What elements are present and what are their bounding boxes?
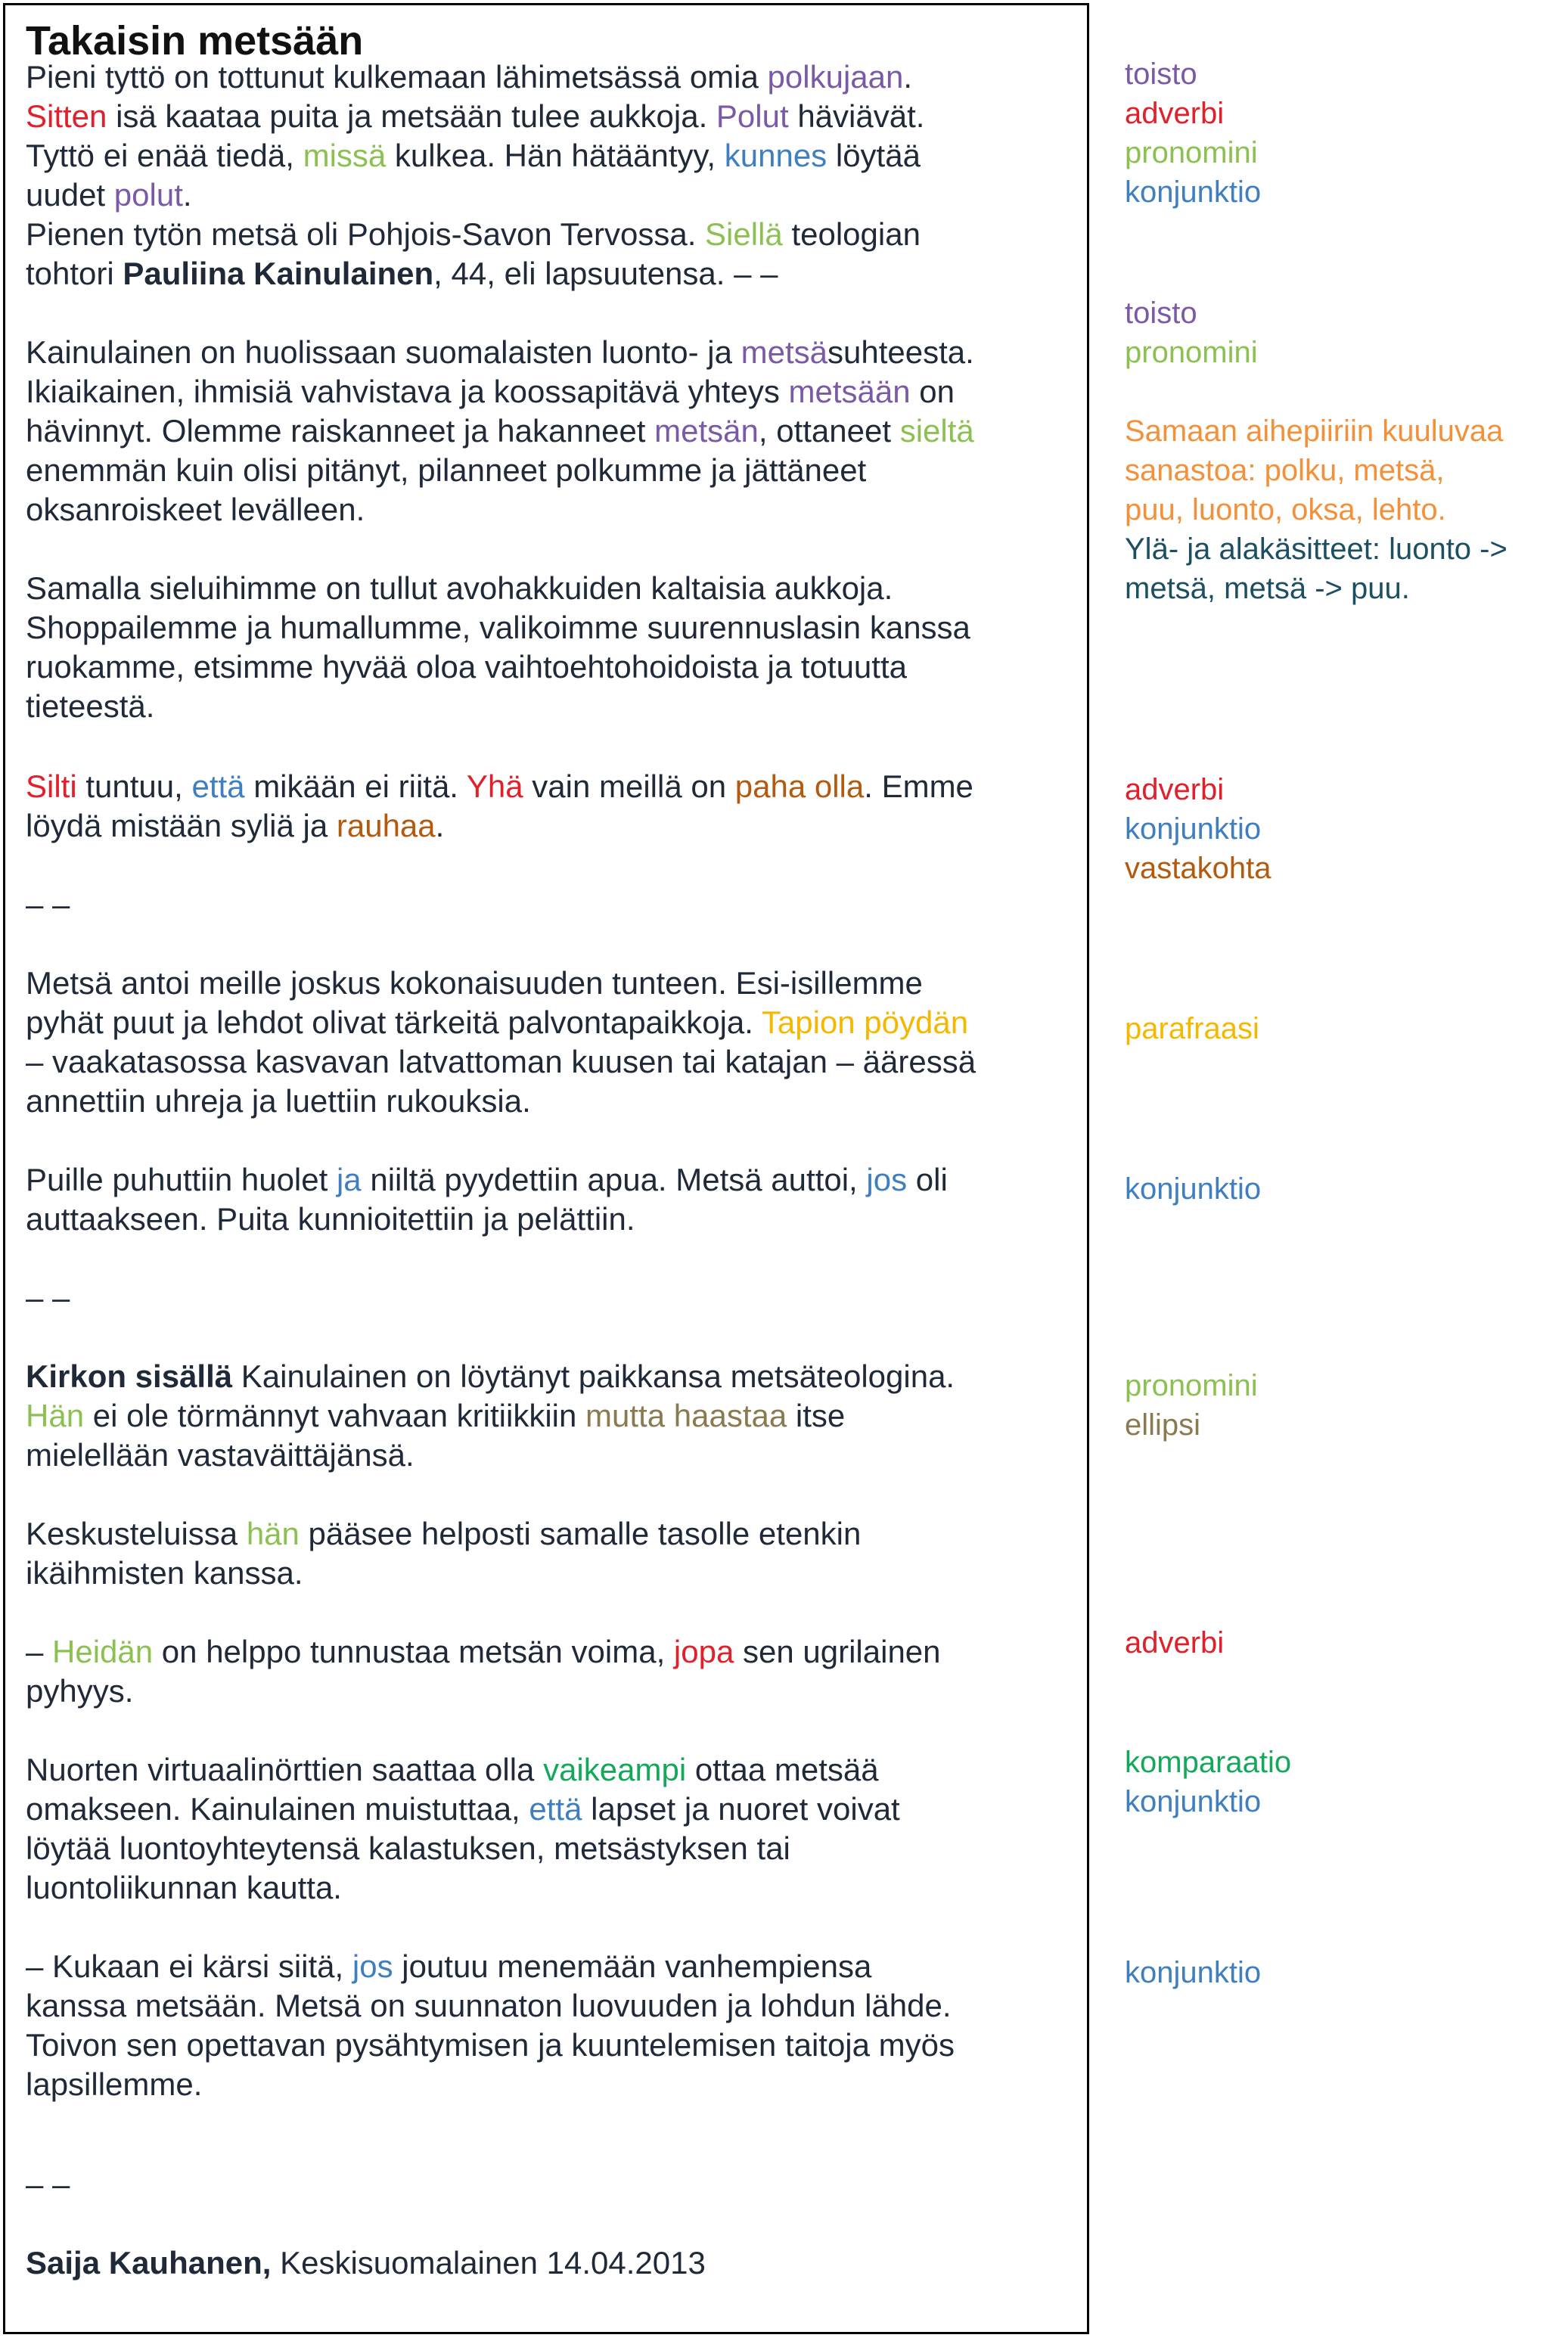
text-segment: löytää luontoyhteytensä kalastuksen, metsästyksen tai — [26, 1830, 790, 1866]
article-line — [26, 1160, 948, 1200]
article-line — [26, 806, 444, 846]
article-line — [26, 1514, 861, 1554]
article-line — [26, 1042, 976, 1082]
text-segment: hävinnyt. Olemme raiskanneet ja hakanneet — [26, 413, 655, 449]
highlighted-word: metsän — [654, 413, 759, 449]
text-segment: Pienen tytön metsä oli Pohjois-Savon Tervossa. — [26, 216, 706, 252]
article-line — [26, 136, 921, 175]
highlighted-word: kunnes — [724, 138, 827, 173]
text-segment: – – — [26, 886, 70, 922]
article-line — [26, 1829, 790, 1868]
article-line — [26, 1868, 342, 1908]
highlighted-word: Tapion pöydän — [761, 1004, 969, 1040]
text-segment: niiltä pyydettiin apua. Metsä auttoi, — [361, 1162, 867, 1197]
highlighted-word: vaikeampi — [543, 1752, 687, 1787]
article-line — [26, 2065, 202, 2104]
annotation-label: Samaan aihepiiriin kuuluvaa — [1125, 414, 1504, 448]
article-line — [26, 175, 192, 215]
highlighted-word: polkujaan — [767, 59, 904, 95]
text-segment: Keskisuomalainen 14.04.2013 — [271, 2245, 706, 2280]
text-segment: enemmän kuin olisi pitänyt, pilanneet polkumme ja jättäneet — [26, 452, 867, 488]
article-line — [26, 1357, 955, 1396]
article-line — [26, 1790, 900, 1829]
text-segment: kanssa metsään. Metsä on suunnaton luovuuden ja lohdun lähde. — [26, 1988, 952, 2023]
article-line — [26, 1750, 879, 1790]
article-line — [26, 1632, 941, 1672]
annotation-label: komparaatio — [1125, 1746, 1292, 1779]
highlighted-word: paha olla — [734, 768, 865, 804]
annotation-label: pronomini — [1125, 136, 1258, 169]
text-segment: itse — [787, 1398, 846, 1433]
text-segment: annettiin uhreja ja luettiin rukouksia. — [26, 1083, 531, 1119]
highlighted-word: Hän — [26, 1398, 85, 1433]
annotation-label: metsä, metsä -> puu. — [1125, 572, 1410, 605]
text-segment: Kainulainen on löytänyt paikkansa metsäteologina. — [232, 1358, 955, 1394]
article-line — [26, 2026, 955, 2065]
text-segment: mielellään vastaväittäjänsä. — [26, 1437, 415, 1473]
text-segment: – vaakatasossa kasvavan latvattoman kuusen tai katajan – ääressä — [26, 1044, 977, 1079]
text-segment: Pieni tyttö on tottunut kulkemaan lähimetsässä omia — [26, 59, 768, 95]
article-line — [26, 372, 955, 411]
annotation-label: puu, luonto, oksa, lehto. — [1125, 493, 1446, 526]
annotation-label: adverbi — [1125, 773, 1225, 806]
text-segment: Kainulainen on huolissaan suomalaisten luonto- ja — [26, 334, 741, 370]
text-segment: pääsee helposti samalle tasolle etenkin — [299, 1516, 862, 1551]
text-segment: – – — [26, 2166, 70, 2202]
text-segment: ottaa metsää — [686, 1752, 879, 1787]
text-segment: mikään ei riitä. — [244, 768, 467, 804]
article-line — [26, 964, 923, 1003]
article-line — [26, 767, 973, 806]
annotation-label: toisto — [1125, 57, 1197, 91]
text-segment: . Emme — [864, 768, 973, 804]
text-segment: Ikiaikainen, ihmisiä vahvistava ja koossapitävä yhteys — [26, 374, 789, 409]
text-segment: joutuu menemään vanhempiensa — [393, 1948, 872, 1984]
highlighted-word: jos — [866, 1162, 908, 1197]
article-line — [26, 647, 907, 687]
highlighted-word: Heidän — [52, 1634, 154, 1669]
text-segment: tuntuu, — [76, 768, 192, 804]
highlighted-word: metsä — [741, 334, 828, 370]
annotation-label: ellipsi — [1125, 1408, 1201, 1442]
article-line — [26, 333, 974, 372]
article-line — [26, 215, 921, 254]
text-segment: lapset ja nuoret voivat — [582, 1791, 900, 1827]
text-segment: Toivon sen opettavan pysähtymisen ja kuuntelemisen taitoja myös — [26, 2027, 955, 2063]
text-segment: luontoliikunnan kautta. — [26, 1870, 342, 1905]
article-line — [26, 1278, 70, 1318]
text-segment: , 44, eli lapsuutensa. – – — [433, 256, 778, 291]
text-segment: ikäihmisten kanssa. — [26, 1555, 303, 1591]
text-segment: . — [435, 808, 445, 843]
text-segment: on — [910, 374, 955, 409]
highlighted-word: jos — [352, 1948, 393, 1984]
article-line — [26, 97, 924, 136]
highlighted-word: Sitten — [26, 98, 107, 134]
text-segment: Puille puhuttiin huolet — [26, 1162, 337, 1197]
annotation-label: toisto — [1125, 297, 1197, 330]
highlighted-word: ja — [336, 1162, 362, 1197]
article-line — [26, 885, 70, 924]
text-segment: , ottaneet — [758, 413, 900, 449]
highlighted-word: jopa — [673, 1634, 734, 1669]
article-line — [26, 1986, 952, 2026]
text-segment: Samalla sieluihimme on tullut avohakkuiden kaltaisia aukkoja. — [26, 570, 893, 606]
text-segment: – — [26, 1634, 53, 1669]
article-line — [26, 490, 365, 529]
text-segment: häviävät. — [788, 98, 925, 134]
text-segment: – – — [26, 1280, 70, 1315]
text-segment: löydä mistään syliä ja — [26, 808, 337, 843]
text-segment: teologian — [782, 216, 921, 252]
highlighted-word: mutta haastaa — [585, 1398, 787, 1433]
text-segment: Metsä antoi meille joskus kokonaisuuden tunteen. Esi-isillemme — [26, 965, 923, 1001]
article-line — [26, 1672, 133, 1711]
text-segment: ei ole törmännyt vahvaan kritiikkiin — [84, 1398, 586, 1433]
annotation-label: pronomini — [1125, 1369, 1258, 1402]
article-line — [26, 1003, 968, 1042]
annotation-label: sanastoa: polku, metsä, — [1125, 454, 1445, 487]
highlighted-word: Silti — [26, 768, 77, 804]
text-segment: löytää — [827, 138, 921, 173]
text-segment: tohtori — [26, 256, 123, 291]
highlighted-word: Siellä — [705, 216, 783, 252]
annotation-label: konjunktio — [1125, 812, 1262, 846]
highlighted-word: missä — [303, 138, 387, 173]
annotation-label: vastakohta — [1125, 852, 1271, 885]
article-line — [26, 1554, 303, 1593]
text-segment: vain meillä on — [523, 768, 735, 804]
article-line — [26, 608, 970, 647]
text-segment: oksanroiskeet levälleen. — [26, 492, 365, 527]
article-line — [26, 1436, 415, 1475]
text-segment: – Kukaan ei kärsi siitä, — [26, 1948, 352, 1984]
annotation-label: konjunktio — [1125, 1172, 1262, 1206]
highlighted-word: hän — [246, 1516, 300, 1551]
article-line — [26, 569, 893, 608]
text-segment: omakseen. Kainulainen muistuttaa, — [26, 1791, 529, 1827]
annotation-label: Ylä- ja alakäsitteet: luonto -> — [1125, 532, 1507, 566]
annotation-label: konjunktio — [1125, 175, 1262, 209]
article-line — [26, 2243, 706, 2283]
annotation-label: pronomini — [1125, 336, 1258, 369]
annotation-label: parafraasi — [1125, 1012, 1259, 1045]
text-segment: kulkea. Hän hätääntyy, — [386, 138, 725, 173]
article-line — [26, 687, 154, 726]
article-title: Takaisin metsään — [26, 18, 364, 64]
text-segment: isä kaataa puita ja metsään tulee aukkoja. — [107, 98, 716, 134]
text-segment: Tyttö ei enää tiedä, — [26, 138, 303, 173]
text-segment: tieteestä. — [26, 688, 155, 724]
article-line — [26, 1200, 635, 1239]
text-segment: sen ugrilainen — [734, 1634, 941, 1669]
highlighted-word: rauhaa — [336, 808, 436, 843]
annotation-label: adverbi — [1125, 1626, 1225, 1660]
text-segment: lapsillemme. — [26, 2066, 203, 2102]
text-segment: oli — [907, 1162, 948, 1197]
highlighted-word: Polut — [716, 98, 789, 134]
text-segment: Shoppailemme ja humallumme, valikoimme suurennuslasin kanssa — [26, 610, 970, 645]
text-segment: on helppo tunnustaa metsän voima, — [153, 1634, 674, 1669]
highlighted-word: metsään — [788, 374, 911, 409]
text-segment: uudet — [26, 177, 114, 213]
text-segment: ruokamme, etsimme hyvää oloa vaihtoehtohoidoista ja totuutta — [26, 649, 907, 685]
text-segment: Keskusteluissa — [26, 1516, 247, 1551]
article-line — [26, 254, 778, 293]
bold-text: Pauliina Kainulainen — [123, 256, 434, 291]
text-segment: pyhyys. — [26, 1673, 134, 1709]
highlighted-word: että — [529, 1791, 582, 1827]
annotation-label: konjunktio — [1125, 1956, 1262, 1989]
text-segment: . — [182, 177, 192, 213]
bold-text: Saija Kauhanen, — [26, 2245, 272, 2280]
article-line — [26, 1396, 845, 1436]
text-segment: Nuorten virtuaalinörttien saattaa olla — [26, 1752, 544, 1787]
highlighted-word: Yhä — [466, 768, 523, 804]
highlighted-word: polut — [113, 177, 183, 213]
annotation-label: konjunktio — [1125, 1785, 1262, 1818]
text-segment: suhteesta. — [827, 334, 974, 370]
article-line — [26, 1082, 531, 1121]
article-line — [26, 411, 974, 451]
highlighted-word: sieltä — [899, 413, 974, 449]
annotation-label: adverbi — [1125, 97, 1225, 130]
bold-text: Kirkon sisällä — [26, 1358, 233, 1394]
text-segment: . — [903, 59, 913, 95]
text-segment: pyhät puut ja lehdot olivat tärkeitä palvontapaikkoja. — [26, 1004, 762, 1040]
highlighted-word: että — [191, 768, 245, 804]
article-line — [26, 57, 912, 97]
text-segment: auttaakseen. Puita kunnioitettiin ja pelättiin. — [26, 1201, 635, 1237]
article-line — [26, 2165, 70, 2204]
article-line — [26, 451, 866, 490]
article-line — [26, 1947, 871, 1986]
